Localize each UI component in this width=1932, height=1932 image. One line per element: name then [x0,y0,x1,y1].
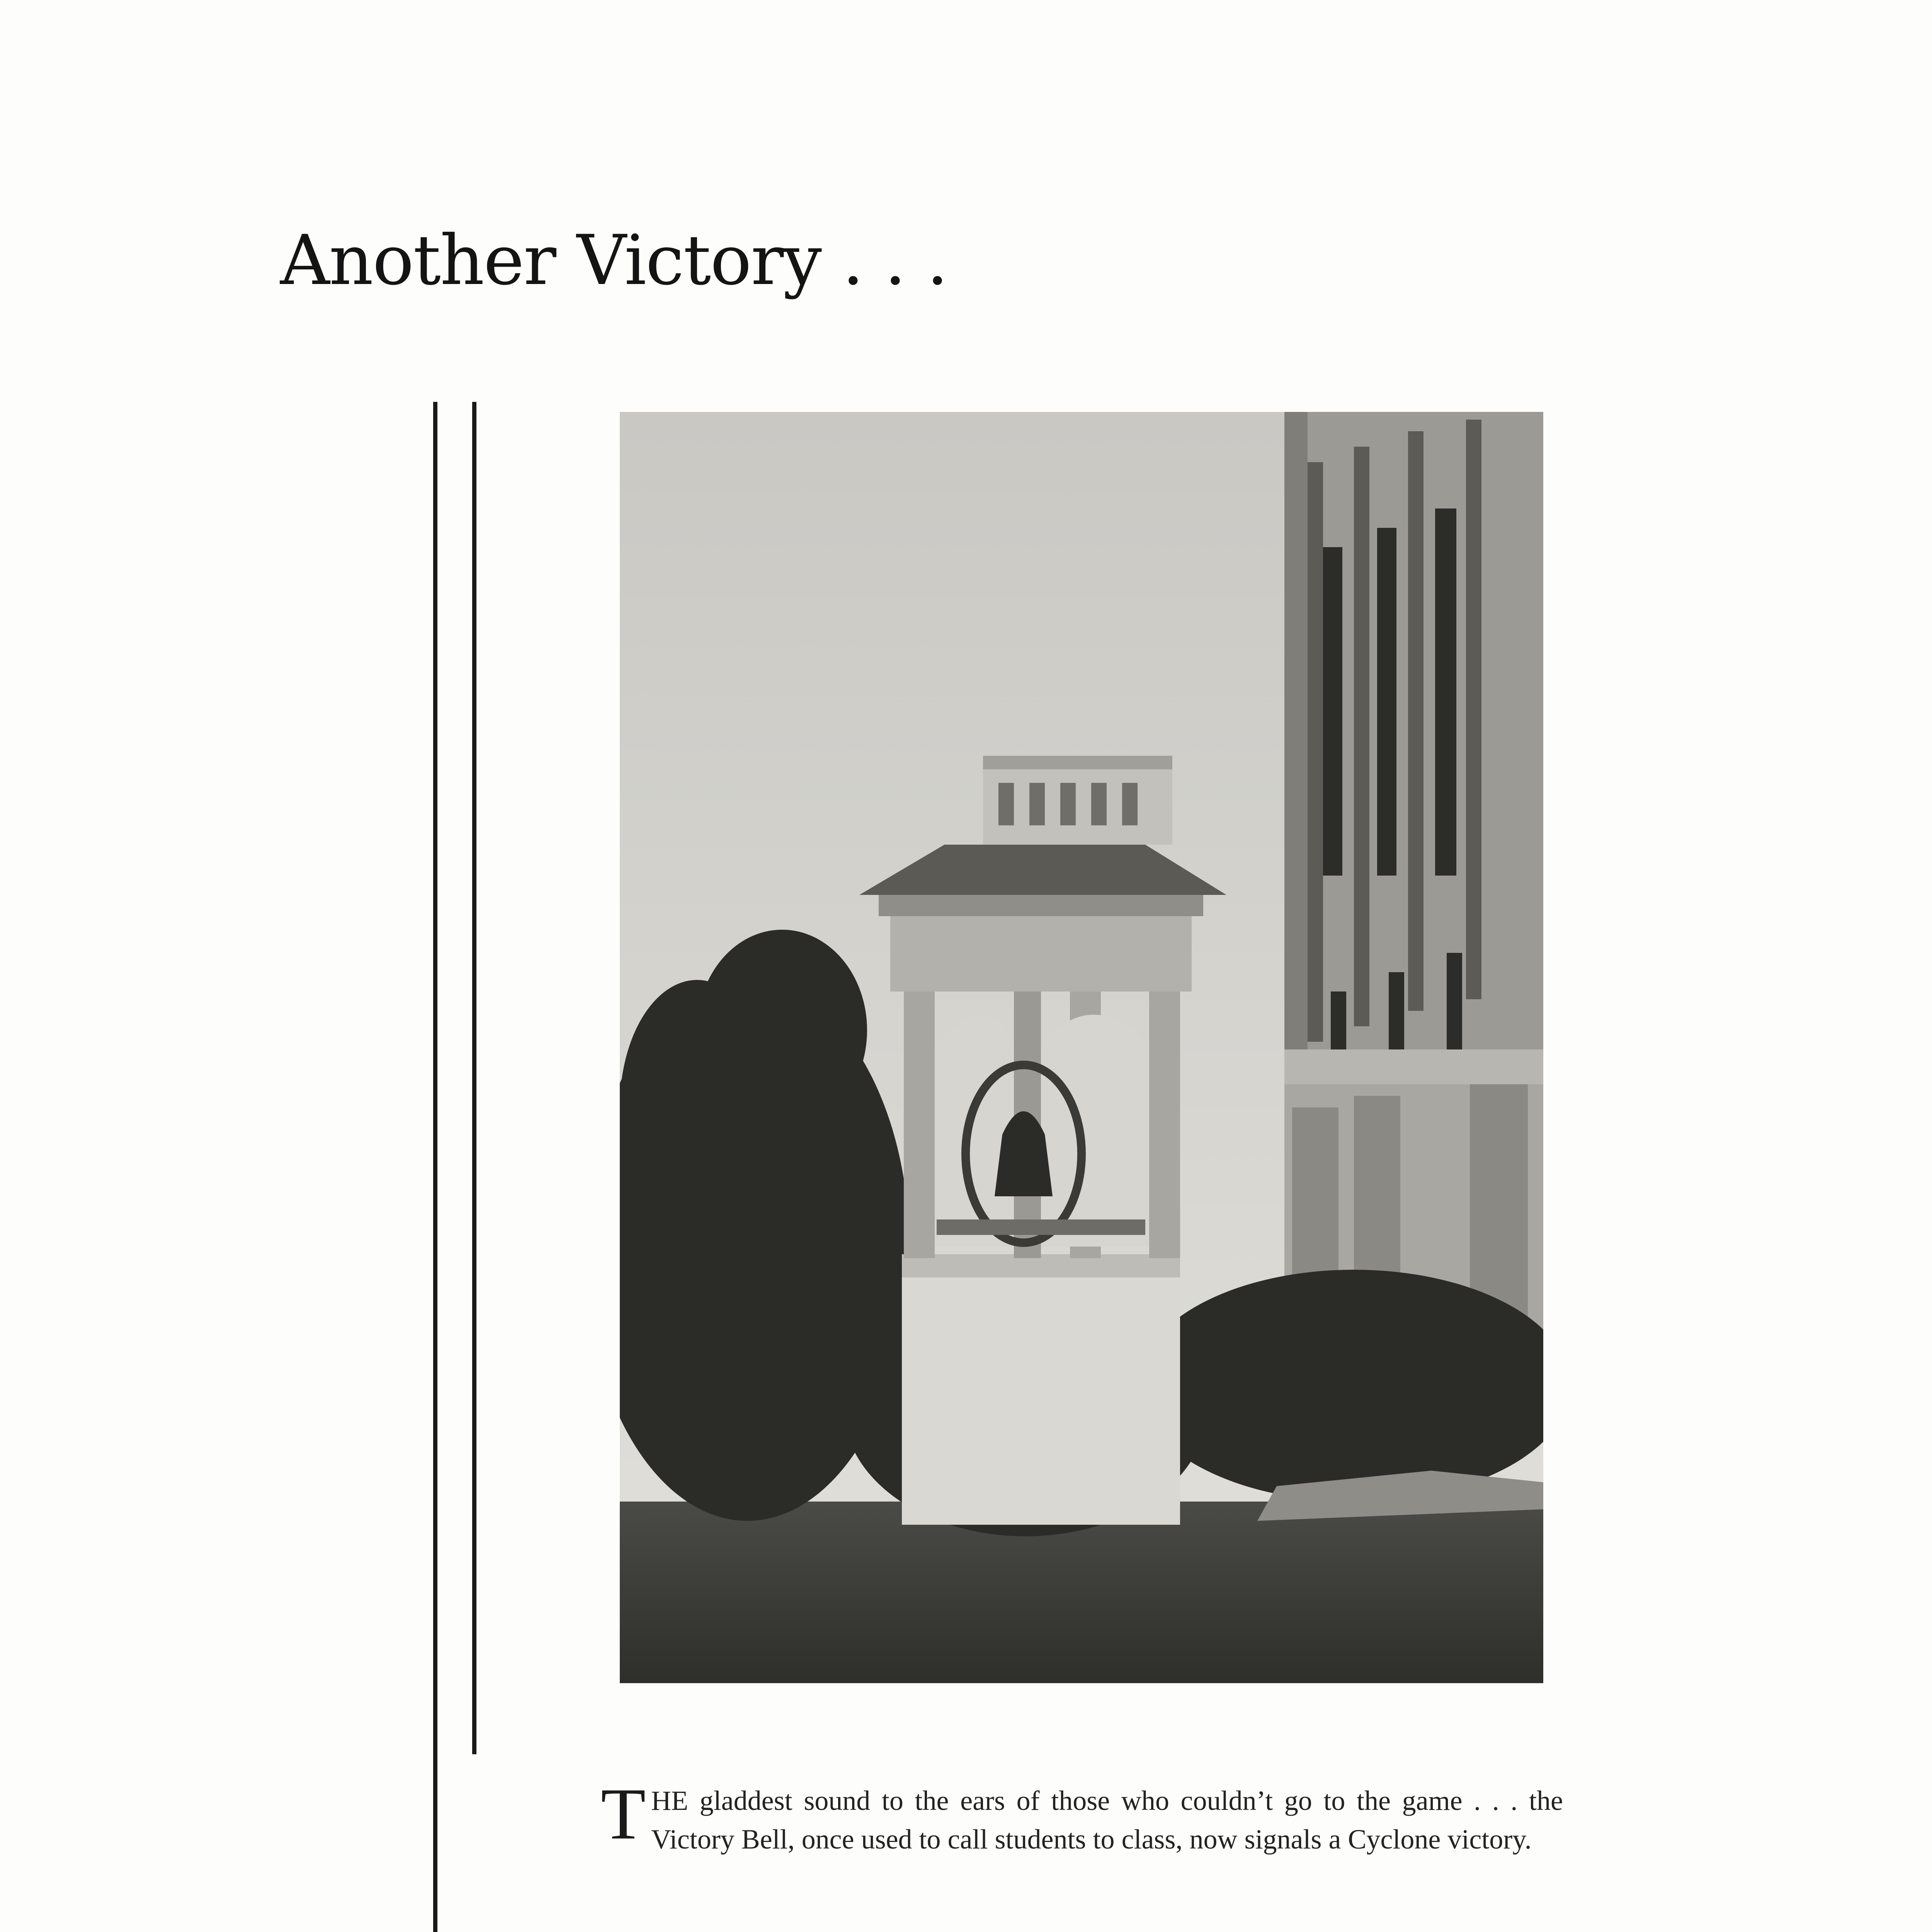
bell-tower-photo-icon [620,412,1543,1683]
bell-tower [859,756,1226,1525]
photo-caption [601,1774,1563,1859]
vertical-rule-right [472,402,476,1754]
page-title: Another Victory . . . [280,220,948,300]
building-facade [1284,412,1543,1347]
bell-tower-photo [620,412,1543,1683]
drop-cap: T [601,1774,646,1855]
vertical-rule-left [433,402,437,1932]
caption-text: HE gladdest sound to the ears of those who couldn’t go to the game . . . the Victory Bell, once used to call students to class, now signals a Cyclone victory. [651,1785,1563,1855]
